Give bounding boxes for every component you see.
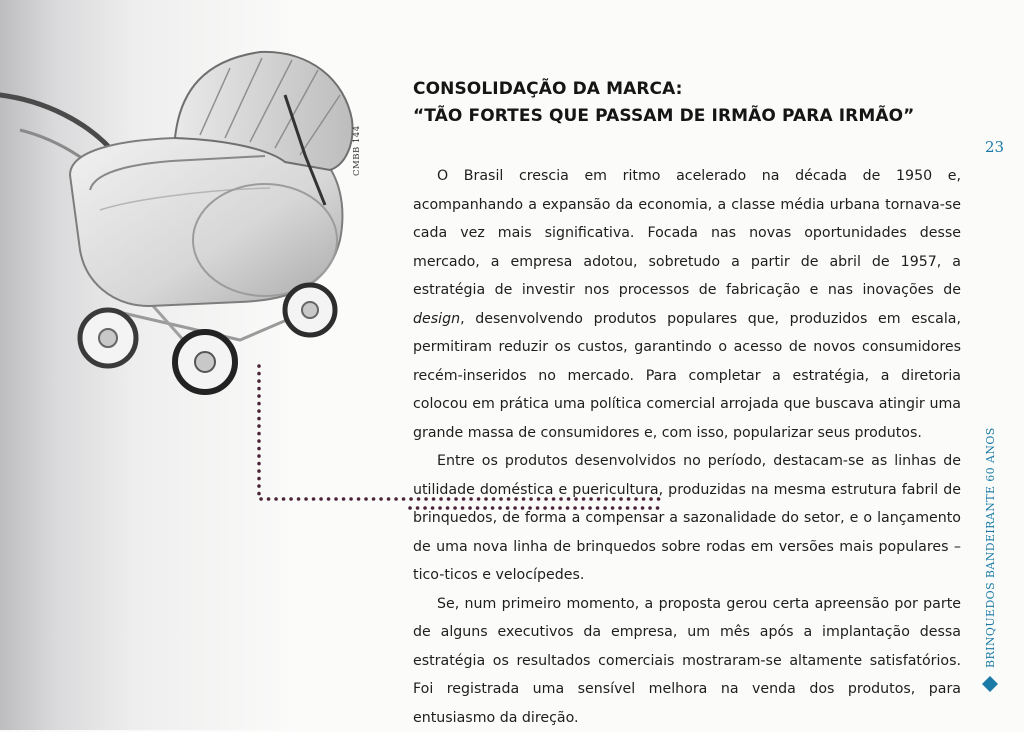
page-number: 23 [985, 138, 1004, 156]
paragraph-3: Se, num primeiro momento, a proposta gerou certa apreensão por parte de alguns executivos da empresa, um mês após a implantação dessa estratégia os resultados comerciais mostraram-se altamente satisfatórios. Foi registrada uma sensível melhora na venda dos produtos, para entusiasmo da direção. [413, 590, 961, 732]
paragraph-2: Entre os produtos desenvolvidos no período, destacam-se as linhas de utilidade doméstica e puericultura, produzidas na mesma estrutura fabril de brinquedos, de forma a compensar a sazonalidade do setor, e o lançamento de uma nova linha de brinquedos sobre rodas em versões mais populares – tico-ticos e velocípedes. [413, 447, 961, 590]
photo-credit: CMBB 144 [352, 125, 362, 176]
paragraph-1-part-b: , desenvolvendo produtos populares que, produzidos em escala, permitiram reduzir os custos, garantindo o acesso de novos consumidores recém-inseridos no mercado. Para completar a estratégia, a diretoria colocou em prática uma política comercial arrojada que buscava atingir uma grande massa de consumidores e, com isso, popularizar seus produtos. [413, 311, 961, 441]
paragraph-1-part-a: O Brasil crescia em ritmo acelerado na década de 1950 e, acompanhando a expansão da economia, a classe média urbana tornava-se cada vez mais significativa. Focada nas novas oportunidades desse mercado, a empresa adotou, sobretudo a partir de abril de 1957, a estratégia de investir nos processos de fabricação e nas inovações de [413, 168, 961, 298]
paragraph-1 [413, 162, 961, 447]
paragraph-1-italic: design [413, 311, 460, 327]
diamond-icon [981, 675, 999, 693]
section-title-line-1: CONSOLIDAÇÃO DA MARCA: [413, 76, 933, 103]
running-title: BRINQUEDOS BANDEIRANTE 60 ANOS [984, 427, 997, 668]
section-title-line-2: “TÃO FORTES QUE PASSAM DE IRMÃO PARA IRMÃO” [413, 103, 933, 130]
body-text [413, 162, 961, 732]
section-title [413, 76, 933, 130]
baby-carriage-photo [0, 40, 370, 400]
